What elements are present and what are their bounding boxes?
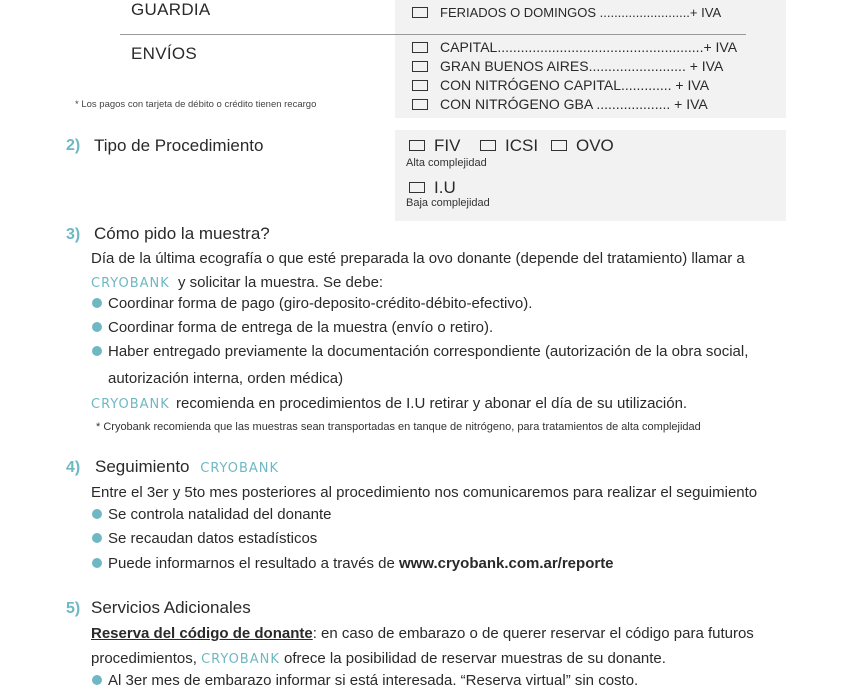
baja-complejidad-label: Baja complejidad bbox=[406, 197, 490, 209]
list-item-text: Puede informarnos el resultado a través de bbox=[108, 555, 395, 572]
list-item bbox=[92, 555, 614, 572]
checkbox-icon[interactable] bbox=[412, 80, 428, 91]
guardia-option[interactable] bbox=[412, 4, 721, 20]
checkbox-icon[interactable] bbox=[480, 140, 496, 151]
alta-complejidad-label: Alta complejidad bbox=[406, 157, 487, 169]
list-item-text: Se controla natalidad del donante bbox=[108, 506, 332, 523]
envio-option-label: CON NITRÓGENO GBA ................... + IVA bbox=[440, 96, 708, 112]
section-5-line2-text: ofrece la posibilidad de reservar muestras de su donante. bbox=[284, 650, 666, 667]
reserva-label: Reserva del código de donante bbox=[91, 625, 313, 642]
report-link[interactable]: www.cryobank.com.ar/reporte bbox=[399, 555, 614, 572]
guardia-label: GUARDIA bbox=[131, 0, 211, 19]
list-item bbox=[92, 506, 332, 523]
list-item-continuation: autorización interna, orden médica) bbox=[108, 370, 344, 387]
envio-option-capital[interactable] bbox=[412, 39, 737, 55]
section-3-intro-line2 bbox=[91, 271, 383, 296]
envio-option-label: CAPITAL.....................................................+ IVA bbox=[440, 39, 738, 55]
section-5-line2-prefix: procedimientos, bbox=[91, 650, 197, 667]
procedure-option-label: OVO bbox=[576, 136, 614, 155]
list-item-text: Al 3er mes de embarazo informar si está interesada. “Reserva virtual” sin costo. bbox=[108, 672, 639, 689]
list-item-text: Coordinar forma de pago (giro-deposito-crédito-débito-efectivo). bbox=[108, 295, 533, 312]
procedure-option-icsi[interactable] bbox=[480, 136, 538, 156]
list-item bbox=[92, 319, 493, 336]
divider bbox=[120, 34, 746, 35]
section-4-number: 4) bbox=[66, 459, 81, 476]
bullet-icon bbox=[92, 558, 102, 568]
section-5-line2 bbox=[91, 647, 666, 672]
checkbox-icon[interactable] bbox=[412, 61, 428, 72]
cryobank-logo: CRYOBANK bbox=[200, 461, 280, 476]
section-3-note: * Cryobank recomienda que las muestras sean transportadas en tanque de nitrógeno, para tratamientos de alta complejidad bbox=[96, 421, 701, 433]
guardia-option-label: FERIADOS O DOMINGOS .........................+ IVA bbox=[440, 5, 722, 20]
section-3-number: 3) bbox=[66, 226, 81, 243]
section-5-line1-text: : en caso de embarazo o de querer reservar el código para futuros bbox=[312, 625, 754, 642]
section-3-intro-line1: Día de la última ecografía o que esté preparada la ovo donante (depende del tratamiento) llamar a bbox=[91, 250, 745, 267]
list-item bbox=[92, 343, 748, 360]
bullet-icon bbox=[92, 509, 102, 519]
procedure-option-label: ICSI bbox=[505, 136, 539, 155]
bullet-icon bbox=[92, 346, 102, 356]
bullet-icon bbox=[92, 533, 102, 543]
cryobank-logo: CRYOBANK bbox=[91, 276, 170, 291]
envio-option-nitrogeno-gba[interactable] bbox=[412, 96, 708, 112]
procedure-option-label: I.U bbox=[434, 178, 456, 197]
section-4-title: Seguimiento bbox=[95, 457, 190, 476]
checkbox-icon[interactable] bbox=[412, 99, 428, 110]
procedure-option-fiv[interactable] bbox=[409, 136, 460, 156]
list-item-text: Coordinar forma de entrega de la muestra (envío o retiro). bbox=[108, 319, 494, 336]
cryobank-logo: CRYOBANK bbox=[201, 652, 280, 667]
envio-option-label: GRAN BUENOS AIRES......................... + IVA bbox=[440, 58, 724, 74]
section-3-recommend bbox=[91, 392, 687, 417]
section-3-recommend-text: recomienda en procedimientos de I.U retirar y abonar el día de su utilización. bbox=[175, 395, 688, 412]
bullet-icon bbox=[92, 298, 102, 308]
cryobank-logo: CRYOBANK bbox=[91, 397, 170, 412]
envio-option-gba[interactable] bbox=[412, 58, 723, 74]
checkbox-icon[interactable] bbox=[551, 140, 567, 151]
section-2-title: Tipo de Procedimiento bbox=[94, 136, 264, 155]
checkbox-icon[interactable] bbox=[412, 42, 428, 53]
section-3-intro-line2-text: y solicitar la muestra. Se debe: bbox=[177, 274, 384, 291]
procedure-option-iu[interactable] bbox=[409, 178, 456, 198]
payment-note: * Los pagos con tarjeta de débito o crédito tienen recargo bbox=[75, 99, 317, 110]
procedure-option-ovo[interactable] bbox=[551, 136, 614, 156]
envio-option-label: CON NITRÓGENO CAPITAL............. + IVA bbox=[440, 77, 710, 93]
list-item bbox=[92, 295, 532, 312]
envios-label: ENVÍOS bbox=[131, 44, 198, 63]
section-5-title: Servicios Adicionales bbox=[91, 598, 251, 617]
section-2-number: 2) bbox=[66, 137, 81, 154]
envio-option-nitrogeno-capital[interactable] bbox=[412, 77, 709, 93]
section-5-line1 bbox=[91, 622, 754, 646]
list-item-text: Haber entregado previamente la documentación correspondiente (autorización de la obra social, bbox=[108, 343, 749, 360]
checkbox-icon[interactable] bbox=[409, 140, 425, 151]
checkbox-icon[interactable] bbox=[409, 182, 425, 193]
checkbox-icon[interactable] bbox=[412, 7, 428, 18]
bullet-icon bbox=[92, 322, 102, 332]
procedure-option-label: FIV bbox=[434, 136, 461, 155]
section-4-title-row bbox=[95, 457, 279, 477]
list-item bbox=[92, 530, 317, 547]
section-5-number: 5) bbox=[66, 600, 81, 617]
list-item bbox=[92, 672, 638, 689]
section-3-title: Cómo pido la muestra? bbox=[94, 224, 270, 243]
list-item-text: Se recaudan datos estadísticos bbox=[108, 530, 318, 547]
section-4-intro: Entre el 3er y 5to mes posteriores al procedimiento nos comunicaremos para realizar el seguimiento bbox=[91, 484, 758, 501]
